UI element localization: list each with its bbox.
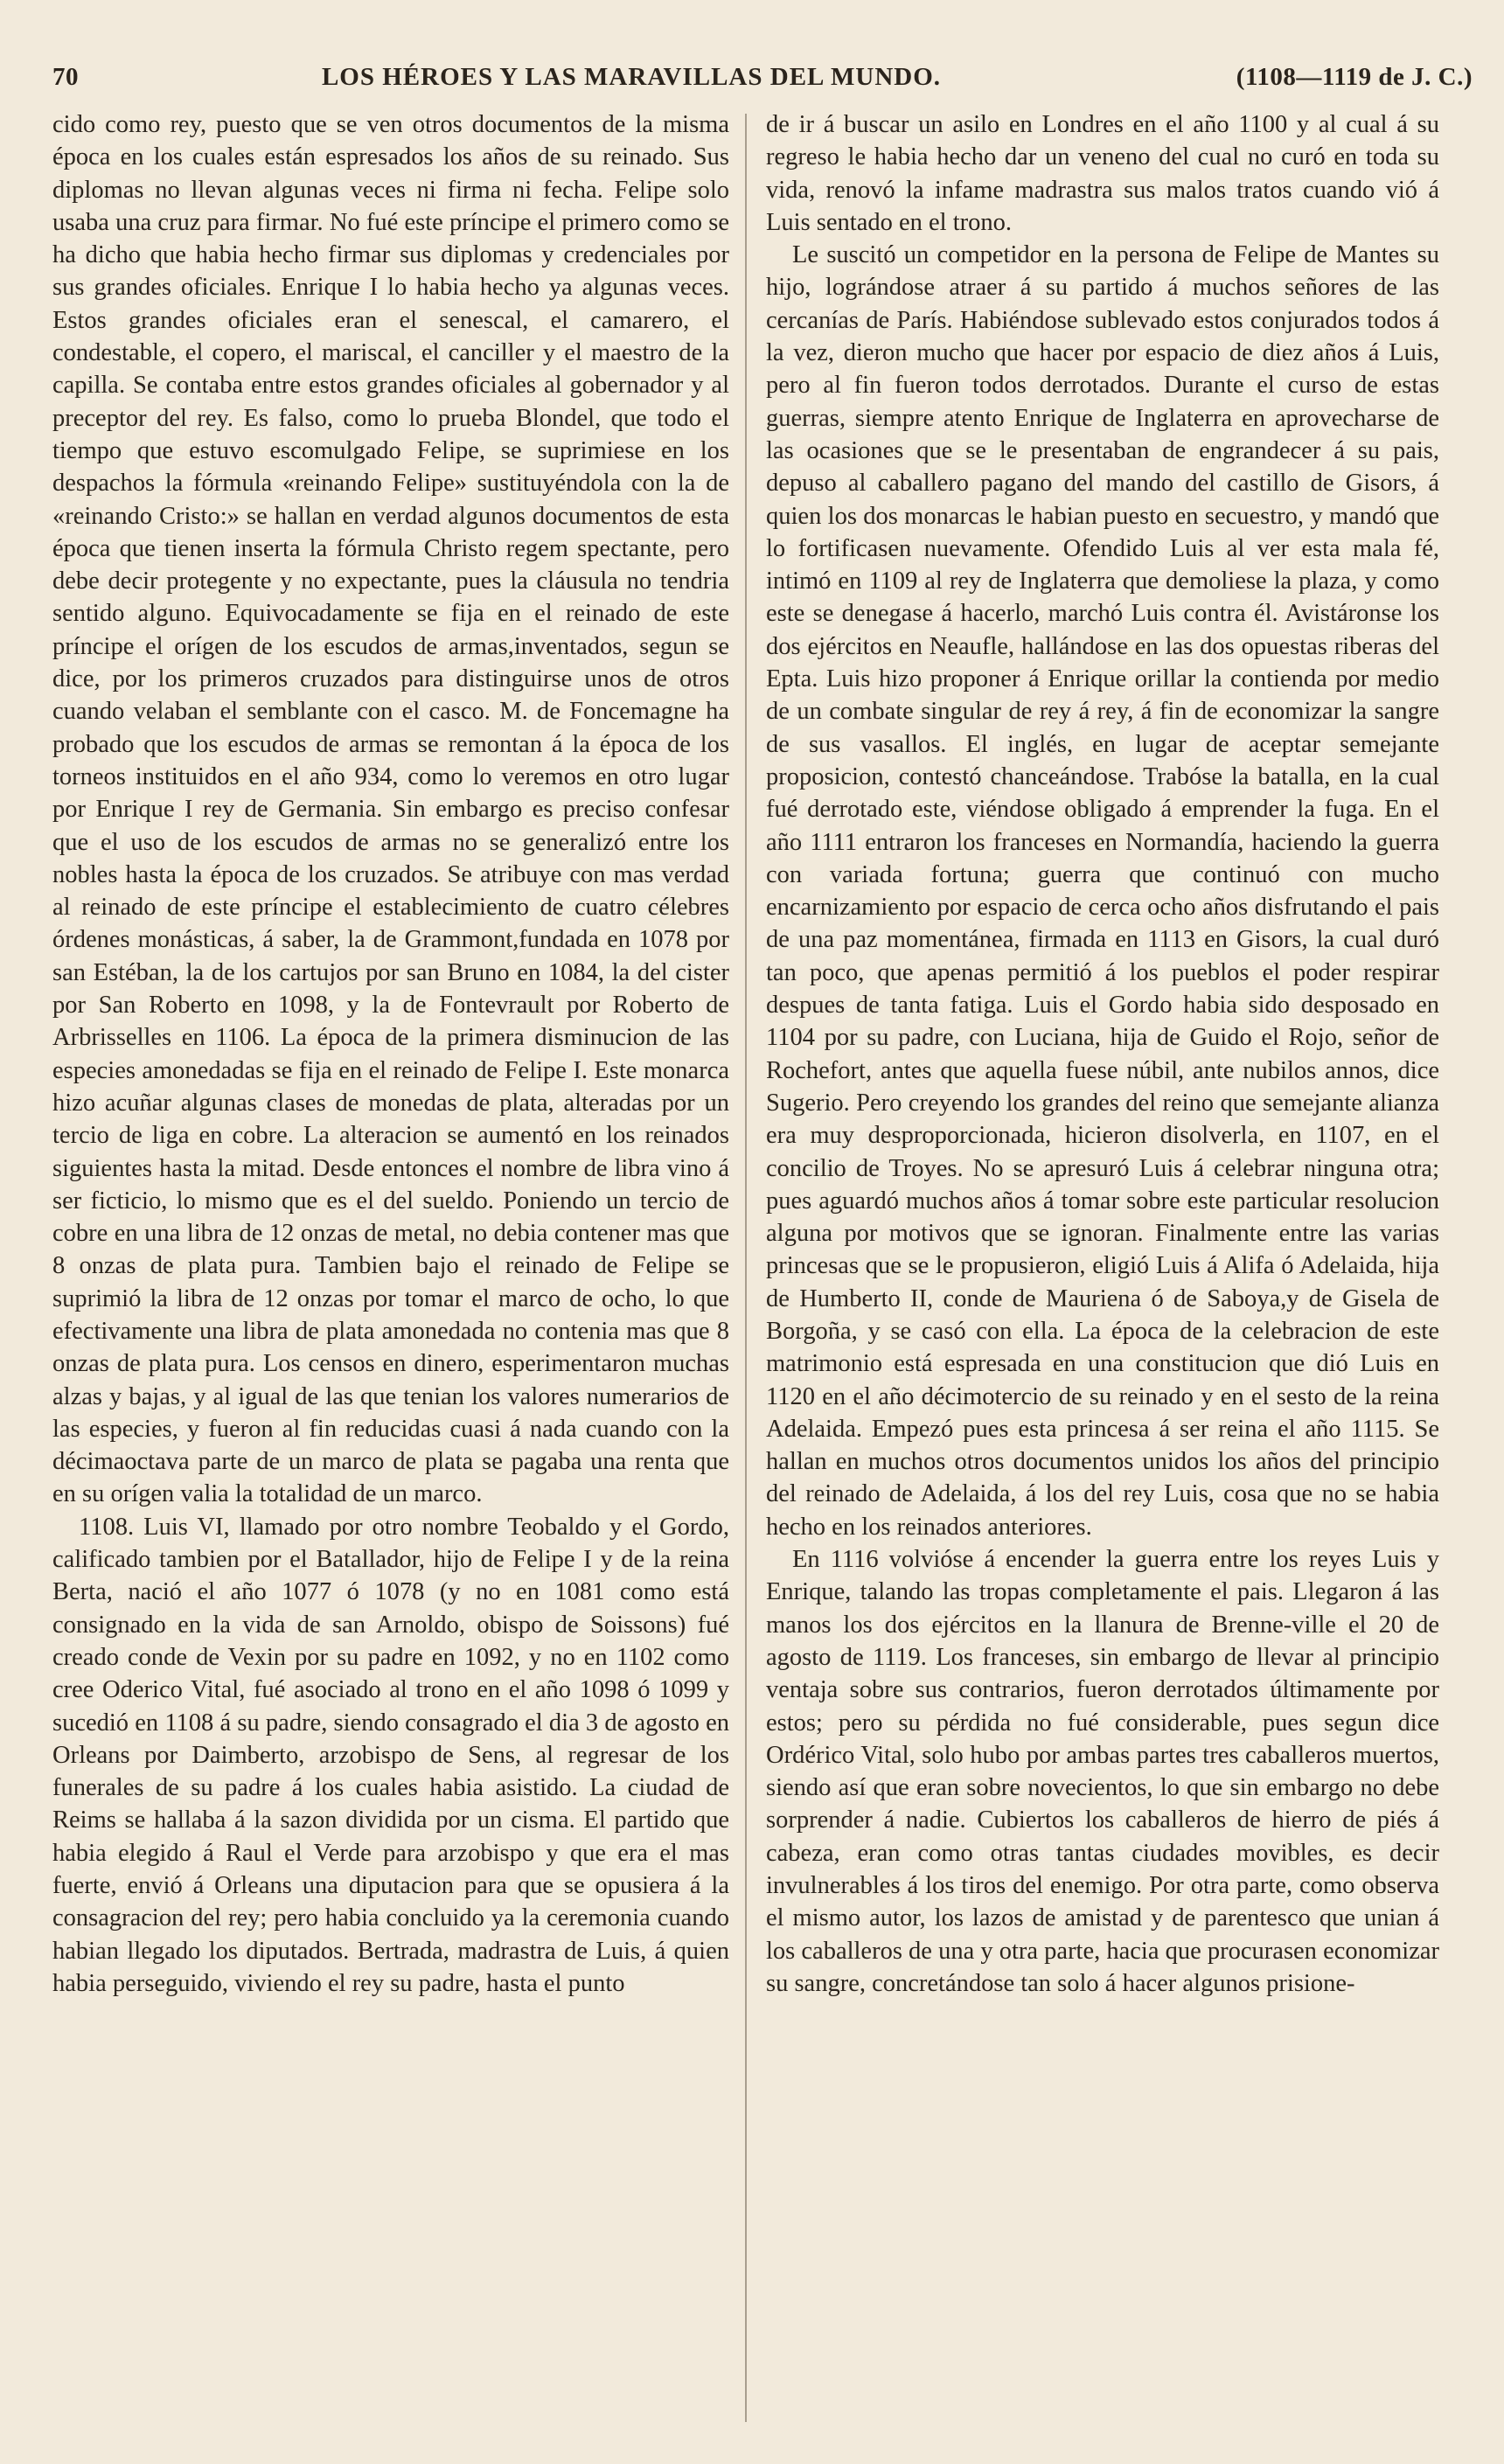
paragraph: En 1116 volvióse á encender la guerra entre los reyes Luis y Enrique, talando las tropas completamente el pais. Llegaron á las manos los dos ejércitos en la llanura de Brenne-ville el 20 de agosto de 1119. Los franceses, sin embargo de llevar al principio ventaja sobre sus contrarios, fueron derrotados últimamente por estos; pero su pérdida no fué considerable, pues segun dice Ordérico Vital, solo hubo por ambas partes tres caballeros muertos, siendo así que eran sobre novecientos, lo que sin embargo no debe sorprender á nadie. Cubiertos los caballeros de hierro de piés á cabeza, eran como otras tantas ciudades movibles, es decir invulnerables á los tiros del enemigo. Por otra parte, como observa el mismo autor, los lazos de amistad y de parentesco que unian á los caballeros de una y otra parte, hacia que procurasen economizar su sangre, concretándose tan solo á hacer algunos prisione- <box>766 1546 1439 1997</box>
left-column <box>52 108 745 2422</box>
column-divider <box>745 114 747 2422</box>
paragraph: 1108. Luis VI, llamado por otro nombre Teobaldo y el Gordo, calificado tambien por el Batallador, hijo de Felipe I y de la reina Berta, nació el año 1077 ó 1078 (y no en 1081 como está consignado en la vida de san Arnoldo, obispo de Soissons) fué creado conde de Vexin por su padre en 1092, y no en 1102 como cree Oderico Vital, fué asociado al trono en el año 1098 ó 1099 y sucedió en 1108 á su padre, siendo consagrado el dia 3 de agosto en Orleans por Daimberto, arzobispo de Sens, al regresar de los funerales de su padre á los cuales habia asistido. La ciudad de Reims se hallaba á la sazon dividida por un cisma. El partido que habia elegido á Raul el Verde para arzobispo y que era el mas fuerte, envió á Orleans una diputacion para que se opusiera á la consagracion del rey; pero habia concluido ya la ceremonia cuando habian llegado los diputados. Bertrada, madrastra de Luis, á quien habia perseguido, viviendo el rey su padre, hasta el punto <box>52 1513 729 1997</box>
running-head <box>52 63 1473 105</box>
right-column <box>747 108 1439 2422</box>
paragraph: de ir á buscar un asilo en Londres en el año 1100 y al cual á su regreso le habia hecho dar un veneno del cual no curó en toda su vida, renovó la infame madrastra sus malos tratos cuando vió á Luis sentado en el trono. <box>766 111 1439 236</box>
page-title: LOS HÉROES Y LAS MARAVILLAS DEL MUNDO. <box>321 63 942 91</box>
text-columns <box>52 108 1473 2422</box>
date-range: (1108—1119 de J. C.) <box>1236 63 1473 91</box>
paragraph: cido como rey, puesto que se ven otros documentos de la misma época en los cuales están espresados los años de su reinado. Sus diplomas no llevan algunas veces ni firma ni fecha. Felipe solo usaba una cruz para firmar. No fué este príncipe el primero como se ha dicho que habia hecho firmar sus diplomas y credenciales por sus grandes oficiales. Enrique I lo habia hecho ya algunas veces. Estos grandes oficiales eran el senescal, el camarero, el condestable, el copero, el mariscal, el canciller y el maestro de la capilla. Se contaba entre estos grandes oficiales al gobernador y al preceptor del rey. Es falso, como lo prueba Blondel, que todo el tiempo que estuvo escomulgado Felipe, se suprimiese en los despachos la fórmula «reinando Felipe» sustituyéndola con la de «reinando Cristo:» se hallan en verdad algunos documentos de esta época que tienen inserta la fórmula Christo regem spectante, pero debe decir protegente y no expectante, pues la cláusula no tendria sentido alguno. Equivocadamente se fija en el reinado de este príncipe el orígen de los escudos de armas,inventados, segun se dice, por los primeros cruzados para distinguirse unos de otros cuando velaban el semblante con el casco. M. de Foncemagne ha probado que los escudos de armas se remontan á la época de los torneos instituidos en el año 934, como lo veremos en otro lugar por Enrique I rey de Germania. Sin embargo es preciso confesar que el uso de los escudos de armas no se generalizó entre los nobles hasta la época de los cruzados. Se atribuye con mas verdad al reinado de este príncipe el establecimiento de cuatro célebres órdenes monásticas, á saber, la de Grammont,fundada en 1078 por san Estéban, la de los cartujos por san Bruno en 1084, la del cister por San Roberto en 1098, y la de Fontevrault por Roberto de Arbrisselles en 1106. La época de la primera disminucion de las especies amonedadas se fija en el reinado de Felipe I. Este monarca hizo acuñar algunas clases de monedas de plata, alteradas por un tercio de liga en cobre. La alteracion se aumentó en los reinados siguientes hasta la mitad. Desde entonces el nombre de libra vino á ser ficticio, lo mismo que es el del sueldo. Poniendo un tercio de cobre en una libra de 12 onzas de metal, no debia contener mas que 8 onzas de plata pura. Tambien bajo el reinado de Felipe se suprimió la libra de 12 onzas por tomar el marco de ocho, lo que efectivamente una libra de plata amonedada no contenia mas que 8 onzas de plata pura. Los censos en dinero, esperimentaron muchas alzas y bajas, y al igual de las que tenian los valores numerarios de las especies, y fueron al fin reducidas cuasi á nada cuando con la décimaoctava parte de un marco de plata se pagaba una renta que en su orígen valia la totalidad de un marco. <box>52 111 729 1508</box>
paragraph: Le suscitó un competidor en la persona de Felipe de Mantes su hijo, lográndose atraer á su partido á muchos señores de las cercanías de París. Habiéndose sublevado estos conjurados todos á la vez, dieron mucho que hacer por espacio de diez años á Luis, pero al fin fueron todos derrotados. Durante el curso de estas guerras, siempre atento Enrique de Inglaterra en aprovecharse de las ocasiones que se le presentaban de engrandecer á su pais, depuso al caballero pagano del mando del castillo de Gisors, á quien los dos monarcas le habian puesto en secuestro, y mandó que lo fortificasen nuevamente. Ofendido Luis al ver esta mala fé, intimó en 1109 al rey de Inglaterra que demoliese la plaza, y como este se denegase á hacerlo, marchó Luis contra él. Avistáronse los dos ejércitos en Neaufle, hallándose en las dos opuestas riberas del Epta. Luis hizo proponer á Enrique orillar la contienda por medio de un combate singular de rey á rey, á fin de economizar la sangre de sus vasallos. El inglés, en lugar de aceptar semejante proposicion, contestó chanceándose. Trabóse la batalla, en la cual fué derrotado este, viéndose obligado á emprender la fuga. En el año 1111 entraron los franceses en Normandía, haciendo la guerra con variada fortuna; guerra que continuó con mucho encarnizamiento por espacio de cerca ocho años disfrutando el pais de una paz momentánea, firmada en 1113 en Gisors, la cual duró tan poco, que apenas permitió á los pueblos el poder respirar despues de tanta fatiga. Luis el Gordo habia sido desposado en 1104 por su padre, con Luciana, hija de Guido el Rojo, señor de Rochefort, antes que aquella fuese núbil, ante nubilos annos, dice Sugerio. Pero creyendo los grandes del reino que semejante alianza era muy desproporcionada, hicieron disolverla, en 1107, en el concilio de Troyes. No se apresuró Luis á celebrar ninguna otra; pues aguardó muchos años á tomar sobre este particular resolucion alguna por motivos que se ignoran. Finalmente entre las varias princesas que se le propusieron, eligió Luis á Alifa ó Adelaida, hija de Humberto II, conde de Mauriena ó de Saboya,y de Gisela de Borgoña, y se casó con ella. La época de la celebracion de este matrimonio está espresada en una constitucion que dió Luis en 1120 en el año décimotercio de su reinado y en el sesto de la reina Adelaida. Empezó pues esta princesa á ser reina el año 1115. Se hallan en muchos otros documentos unidos los años del principio del reinado de Adelaida, á los del rey Luis, cosa que no se habia hecho en los reinados anteriores. <box>766 241 1439 1541</box>
page-number: 70 <box>52 63 79 91</box>
